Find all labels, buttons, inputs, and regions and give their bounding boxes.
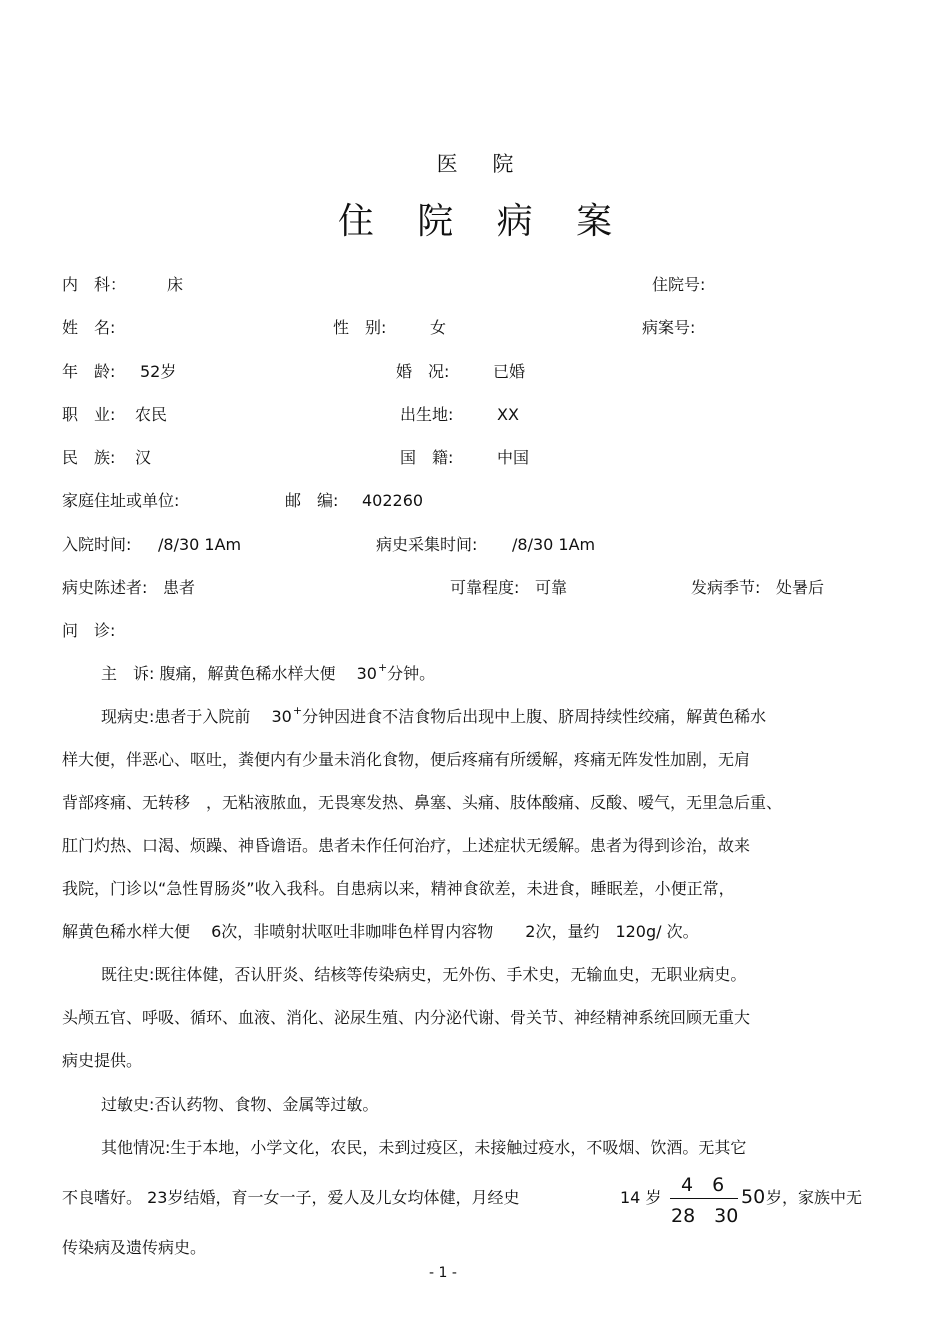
address-label: 家庭住址或单位:	[62, 491, 180, 510]
dept-label: 内 科：	[62, 275, 127, 294]
other-info-line-3: 传染病及遗传病史。	[62, 1238, 207, 1257]
marital-value: 已婚	[493, 362, 526, 381]
nationality-value: 中国	[497, 448, 530, 467]
bed-label: 床	[167, 275, 184, 294]
name-label: 姓 名:	[62, 318, 116, 337]
inquiry-section-label: 问 诊:	[62, 621, 116, 640]
postcode-value: 402260	[362, 491, 424, 510]
hpi-line-5: 我院，门诊以“急性胃肠炎”收入我科。自患病以来，精神食欲差，未进食，睡眠差，小便正常，	[62, 879, 735, 898]
hpi-text-cont: 分钟因进食不洁食物后出现中上腹、脐周持续性绞痛，解黄色稀水	[302, 707, 767, 726]
chief-complaint	[101, 661, 436, 683]
other-info-first-line	[101, 1138, 746, 1157]
hpi-line-6: 解黄色稀水样大便 6次，非喷射状呕吐非咖啡色样胃内容物 2次，量约 120g/ 次。	[62, 922, 699, 941]
menstrual-fraction-line	[670, 1198, 738, 1199]
hpi-sup: +	[292, 704, 303, 717]
allergy-text: 否认药物、食物、金属等过敏。	[154, 1095, 379, 1114]
past-history-line-2: 头颅五官、呼吸、循环、血液、消化、泌尿生殖、内分泌代谢、骨关节、神经精神系统回顾无重大	[62, 1008, 751, 1027]
age-label: 年 龄:	[62, 362, 116, 381]
other-info-text: 生于本地，小学文化，农民，未到过疫区，未接触过疫水，不吸烟、饮酒。无其它	[170, 1138, 747, 1157]
nationality-label: 国 籍:	[400, 448, 454, 467]
season-label: 发病季节:	[691, 578, 761, 597]
postcode-label: 邮 编:	[285, 491, 339, 510]
birthplace-label: 出生地:	[400, 405, 454, 424]
admit-time-value: /8/30 1Am	[158, 535, 242, 554]
ethnicity-label: 民 族:	[62, 448, 116, 467]
marital-label: 婚 况:	[396, 362, 450, 381]
document-title: 住 院 病 案	[337, 201, 629, 242]
hpi-label: 现病史:	[101, 707, 155, 726]
hpi-line-2: 样大便，伴恶心、呕吐，粪便内有少量未消化食物，便后疼痛有所缓解，疼痛无阵发性加剧，无肩	[62, 750, 751, 769]
occupation-value: 农民	[135, 405, 168, 424]
sex-value: 女	[430, 318, 447, 337]
hpi-first-line	[101, 704, 767, 726]
season-value: 处暑后	[776, 578, 825, 597]
page-number: - 1 -	[429, 1265, 457, 1281]
hpi-text: 患者于入院前 30	[154, 707, 292, 726]
past-history-line-3: 病史提供。	[62, 1051, 143, 1070]
menses-duration: 4 6	[681, 1174, 725, 1196]
chief-complaint-text-end: 分钟。	[387, 664, 436, 683]
menses-cycle: 28 30	[671, 1205, 739, 1227]
reliability-label: 可靠程度:	[450, 578, 520, 597]
other-info-line-2-end: 岁，家族中无	[766, 1188, 863, 1207]
birthplace-value: XX	[497, 405, 519, 424]
past-history-text: 既往体健，否认肝炎、结核等传染病史，无外伤、手术史，无输血史，无职业病史。	[154, 965, 747, 984]
sex-label: 性 别:	[333, 318, 387, 337]
menopause-age: 50	[741, 1186, 766, 1208]
history-time-value: /8/30 1Am	[512, 535, 596, 554]
chief-complaint-text: 腹痛，解黄色稀水样大便 30	[159, 664, 377, 683]
narrator-value: 患者	[163, 578, 196, 597]
hpi-line-4: 肛门灼热、口渴、烦躁、神昏谵语。患者未作任何治疗，上述症状无缓解。患者为得到诊治，故来	[62, 836, 751, 855]
reliability-value: 可靠	[535, 578, 568, 597]
allergy-history	[101, 1095, 378, 1114]
other-info-label: 其他情况:	[101, 1138, 171, 1157]
chief-complaint-sup: +	[377, 661, 388, 674]
occupation-label: 职 业:	[62, 405, 116, 424]
hpi-line-3: 背部疼痛、无转移 ，无粘液脓血，无畏寒发热、鼻塞、头痛、肢体酸痛、反酸、嗳气，无里急后重、	[62, 793, 783, 812]
narrator-label: 病史陈述者:	[62, 578, 148, 597]
past-history-first-line	[101, 965, 746, 984]
other-info-line-2: 不良嗜好。 23岁结婚，育一女一子，爱人及儿女均体健，月经史	[62, 1188, 520, 1207]
age-value: 52岁	[140, 362, 177, 381]
ethnicity-value: 汉	[135, 448, 152, 467]
admission-no-label: 住院号:	[652, 275, 706, 294]
menarche-age: 14 岁	[620, 1188, 662, 1207]
past-history-label: 既往史:	[101, 965, 155, 984]
record-no-label: 病案号:	[642, 318, 696, 337]
allergy-label: 过敏史:	[101, 1095, 155, 1114]
history-time-label: 病史采集时间:	[376, 535, 478, 554]
admit-time-label: 入院时间:	[62, 535, 132, 554]
chief-complaint-label: 主 诉:	[101, 664, 155, 683]
hospital-name: 医 院	[436, 152, 528, 176]
